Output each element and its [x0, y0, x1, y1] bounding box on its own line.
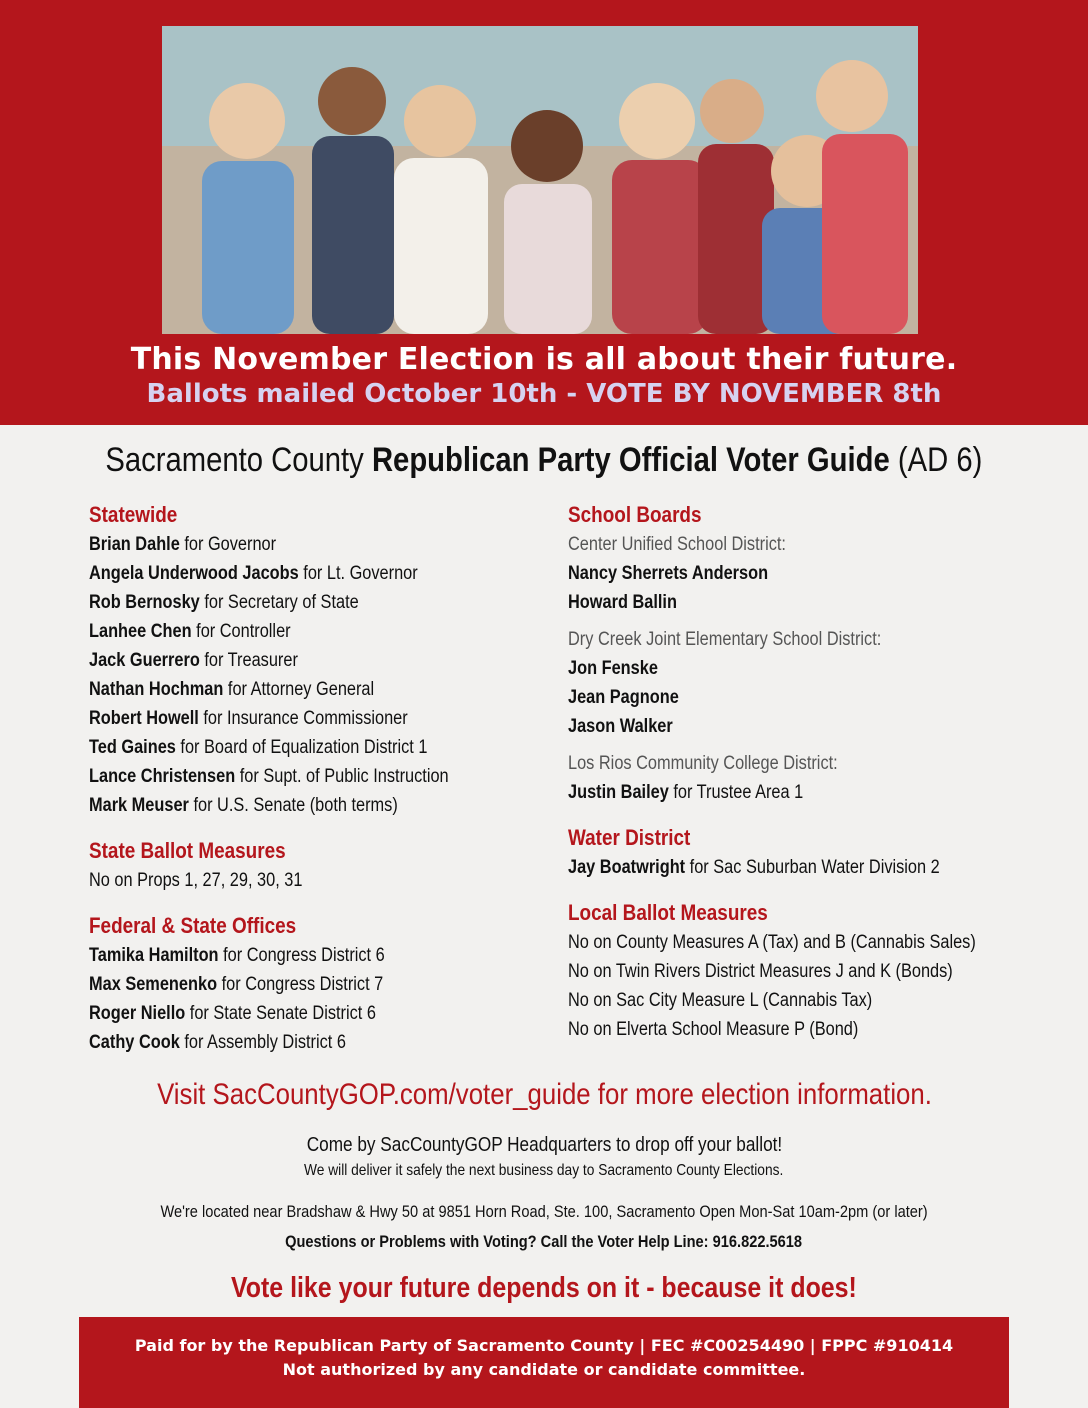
list-item [568, 654, 981, 683]
candidate-name: Justin Bailey [568, 782, 669, 803]
location-text-span: We're located near Bradshaw & Hwy 50 at 9851 Horn Road, Ste. 100, Sacramento Open Mon-Sat 10am-2pm (or later) [160, 1202, 928, 1221]
list-item [89, 588, 502, 617]
district-name: Dry Creek Joint Elementary School District: [568, 629, 882, 650]
candidate-office: for Lt. Governor [303, 563, 418, 584]
list-item: No on County Measures A (Tax) and B (Cannabis Sales) [568, 932, 976, 953]
list-item [89, 999, 502, 1028]
candidate-office: for Controller [196, 621, 291, 642]
title-bold: Republican Party Official Voter Guide [372, 441, 890, 479]
federal-list [89, 941, 569, 1057]
candidate-name: Jean Pagnone [568, 687, 679, 708]
candidate-office: for U.S. Senate (both terms) [193, 795, 398, 816]
list-item [568, 712, 981, 741]
list-item [89, 762, 502, 791]
list-item [89, 646, 502, 675]
disclaimer-footer [79, 1317, 1009, 1408]
right-column [568, 500, 1048, 1044]
candidate-name: Nathan Hochman [89, 679, 224, 700]
list-item [568, 683, 981, 712]
candidate-office: for State Senate District 6 [189, 1003, 376, 1024]
candidate-name: Jack Guerrero [89, 650, 200, 671]
list-item [89, 530, 502, 559]
location-text [0, 1202, 1088, 1222]
candidate-office: for Insurance Commissioner [203, 708, 408, 729]
tagline-text: Vote like your future depends on it - because it does! [231, 1272, 857, 1304]
list-item [568, 778, 981, 807]
district-name: Center Unified School District: [568, 534, 786, 555]
delivery-text-span: We will deliver it safely the next business day to Sacramento County Elections. [304, 1162, 784, 1179]
candidate-name: Mark Meuser [89, 795, 189, 816]
list-item [89, 675, 502, 704]
candidate-office: for Trustee Area 1 [673, 782, 804, 803]
list-item [89, 704, 502, 733]
drop-off-text-span: Come by SacCountyGOP Headquarters to drop off your ballot! [306, 1134, 782, 1156]
section-heading-water: Water District [568, 825, 691, 850]
candidate-office: for Board of Equalization District 1 [180, 737, 428, 758]
candidate-name: Lanhee Chen [89, 621, 192, 642]
list-item [89, 1028, 502, 1057]
website-link[interactable] [0, 1078, 1088, 1112]
children-photo [162, 26, 918, 334]
section-heading-statewide: Statewide [89, 502, 178, 527]
left-column [89, 500, 569, 1057]
section-heading-local-measures: Local Ballot Measures [568, 900, 768, 925]
candidate-name: Cathy Cook [89, 1032, 180, 1053]
list-item [568, 588, 981, 617]
candidate-name: Tamika Hamilton [89, 945, 219, 966]
district-name: Los Rios Community College District: [568, 753, 838, 774]
candidate-name: Lance Christensen [89, 766, 236, 787]
list-item [568, 853, 981, 882]
tagline [0, 1272, 1088, 1305]
candidate-name: Jon Fenske [568, 658, 658, 679]
candidate-office: for Treasurer [204, 650, 298, 671]
help-line-text [0, 1232, 1088, 1252]
list-item [89, 941, 502, 970]
list-item [89, 970, 502, 999]
list-item: No on Elverta School Measure P (Bond) [568, 1019, 859, 1040]
candidate-office: for Governor [184, 534, 277, 555]
statewide-list [89, 530, 569, 820]
candidate-name: Brian Dahle [89, 534, 180, 555]
candidate-name: Robert Howell [89, 708, 199, 729]
candidate-name: Rob Bernosky [89, 592, 200, 613]
section-heading-state-measures: State Ballot Measures [89, 838, 286, 863]
candidate-name: Jay Boatwright [568, 857, 686, 878]
candidate-name: Ted Gaines [89, 737, 176, 758]
list-item [89, 791, 502, 820]
title-suffix: (AD 6) [897, 441, 983, 479]
candidate-office: for Congress District 7 [221, 974, 384, 995]
help-line-text-span: Questions or Problems with Voting? Call the Voter Help Line: 916.822.5618 [285, 1232, 803, 1251]
candidate-office: for Assembly District 6 [184, 1032, 346, 1053]
headline: This November Election is all about their future. [130, 342, 958, 377]
list-item [89, 617, 502, 646]
drop-off-text [0, 1134, 1088, 1157]
candidate-name: Howard Ballin [568, 592, 677, 613]
candidate-name: Max Semenenko [89, 974, 218, 995]
list-item [89, 559, 502, 588]
website-link-text: Visit SacCountyGOP.com/voter_guide for more election information. [156, 1078, 932, 1111]
section-heading-federal: Federal & State Offices [89, 913, 297, 938]
state-measures-text: No on Props 1, 27, 29, 30, 31 [89, 870, 303, 891]
title-prefix: Sacramento County [105, 441, 364, 479]
candidate-office: for Supt. of Public Instruction [239, 766, 449, 787]
delivery-text [0, 1162, 1088, 1180]
candidate-name: Nancy Sherrets Anderson [568, 563, 769, 584]
candidate-office: for Sac Suburban Water Division 2 [689, 857, 940, 878]
candidate-name: Jason Walker [568, 716, 673, 737]
candidate-name: Angela Underwood Jacobs [89, 563, 299, 584]
disclaimer-line-1: Paid for by the Republican Party of Sacramento County | FEC #C00254490 | FPPC #910414 [134, 1336, 954, 1355]
candidate-office: for Congress District 6 [223, 945, 385, 966]
disclaimer-line-2: Not authorized by any candidate or candidate committee. [282, 1360, 806, 1379]
page-title [0, 441, 1088, 480]
list-item: No on Sac City Measure L (Cannabis Tax) [568, 990, 873, 1011]
list-item: No on Twin Rivers District Measures J and K (Bonds) [568, 961, 953, 982]
section-heading-school-boards: School Boards [568, 502, 702, 527]
list-item [89, 733, 502, 762]
ballot-dates: Ballots mailed October 10th - VOTE BY NOVEMBER 8th [146, 379, 942, 409]
candidate-office: for Secretary of State [204, 592, 359, 613]
list-item [568, 559, 981, 588]
candidate-name: Roger Niello [89, 1003, 186, 1024]
candidate-office: for Attorney General [227, 679, 375, 700]
